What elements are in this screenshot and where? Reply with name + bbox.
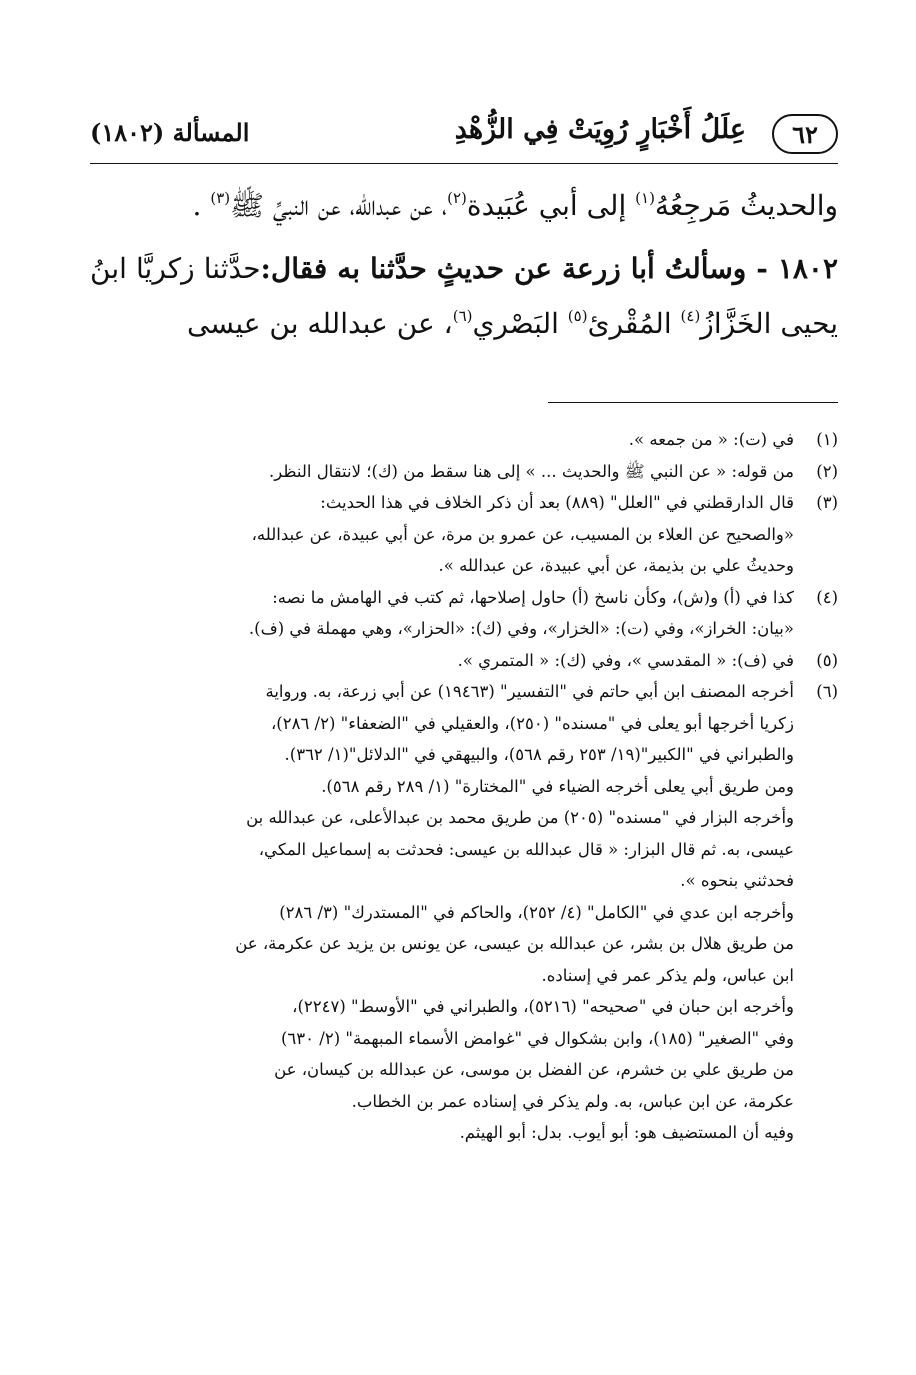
footnote-rule [548, 402, 838, 403]
footnote-line: من طريق هلال بن بشر، عن عبدالله بن عيسى، عن يونس بن يزيد عن عكرمة، عن [235, 934, 794, 953]
text-run: ، عن عبدالله بن عيسى [187, 307, 453, 340]
footnote-line: عيسى، به. ثم قال البزار: « قال عبدالله بن عيسى: فحدثت به إسماعيل المكي، [258, 839, 794, 859]
footnote [90, 456, 838, 488]
main-text [90, 178, 838, 359]
footnote-line: «بيان: الخراز»، وفي (ت): «الخزار»، وفي (ك): «الحزار»، وهي مهملة في (ف). [248, 619, 794, 638]
issue-lead: ١٨٠٢ - وسألتُ أبا زرعة عن حديثٍ حدَّثنا به فقال: [260, 252, 838, 285]
footnote-line: وحديثُ علي بن بذيمة، عن أبي عبيدة، عن عبدالله ». [438, 556, 794, 575]
footnote-number: (٤) [816, 587, 838, 607]
text-run: البَصْري [472, 307, 568, 340]
footnote [90, 424, 838, 456]
header-rule [90, 163, 838, 164]
text-run: إلى أبي عُبَيدة [466, 189, 636, 222]
footnote-line: عكرمة، عن ابن عباس، به. ولم يذكر في إسناده عمر بن الخطاب. [351, 1091, 794, 1111]
footnote-ref: (٢) [447, 189, 467, 207]
footnote-number: (٥) [816, 650, 838, 670]
footnote-line: وأخرجه ابن حبان في "صحيحه" (٥٢١٦)، والطبراني في "الأوسط" (٢٢٤٧)، [292, 997, 794, 1016]
footnote [90, 645, 838, 677]
page-number: ٦٢ [792, 119, 818, 149]
text-run: حدَّثنا زكريَّا ابنُ يحيى الخَزَّازُ [90, 252, 838, 340]
footnote-line: ابن عباس، ولم يذكر عمر في إسناده. [541, 965, 794, 985]
footnote-line: وفي "الصغير" (١٨٥)، وابن بشكوال في "غوامض الأسماء المبهمة" (٢/ ٦٣٠) [280, 1028, 794, 1048]
footnotes [90, 424, 838, 1149]
footnote-ref: (٤) [680, 307, 701, 325]
footnote-ref: (١) [635, 189, 655, 207]
footnote [90, 487, 838, 582]
footnote-line: كذا في (أ) و(ش)، وكأن ناسخ (أ) حاول إصلاحها، ثم كتب في الهامش ما نصه: [272, 587, 794, 607]
footnote-line: وفيه أن المستضيف هو: أبو أيوب. بدل: أبو الهيثم. [459, 1123, 794, 1142]
footnote [90, 582, 838, 645]
paragraph-2 [90, 241, 838, 351]
footnote-number: (٢) [816, 461, 838, 481]
footnote-line: زكريا أخرجها أبو يعلى في "مسنده" (٢٥٠)، والعقيلي في "الضعفاء" (٢/ ٢٨٦)، [270, 713, 794, 733]
footnote-ref: (٣) [210, 189, 231, 207]
footnote-number: (٦) [816, 682, 838, 701]
footnote-ref: (٥) [567, 307, 588, 325]
footnote-line: أخرجه المصنف ابن أبي حاتم في "التفسير" (١٩٤٦٣) عن أبي زرعة، به. ورواية [265, 682, 794, 701]
footnote-line: فحدثني بنحوه ». [680, 871, 794, 890]
footnote-number: (١) [816, 430, 838, 449]
footnote-line: في (ت): « من جمعه ». [628, 430, 794, 449]
page-header [90, 112, 838, 158]
footnote [90, 676, 838, 1149]
issue-label: المسألة (١٨٠٢) [90, 118, 250, 147]
text-run: ، عن عبدالله، عن النبيِّ ﷺ [230, 189, 448, 222]
footnote-line: «والصحيح عن العلاء بن المسيب، عن عمرو بن مرة، عن أبي عبيدة، عن عبدالله، [251, 524, 794, 544]
footnote-number: (٣) [816, 493, 838, 512]
text-run: المُقْرئ [587, 307, 681, 340]
text-run: . [192, 189, 211, 222]
text-run: والحديثُ مَرجِعُهُ [654, 189, 838, 222]
paragraph-1 [90, 178, 838, 233]
page-number-badge [772, 114, 838, 154]
footnote-line: قال الدارقطني في "العلل" (٨٨٩) بعد أن ذكر الخلاف في هذا الحديث: [320, 493, 794, 512]
book-title: عِلَلُ أَخْبَارٍ رُوِيَتْ فِي الزُّهْدِ [454, 114, 746, 145]
footnote-ref: (٦) [452, 307, 473, 325]
footnote-line: ومن طريق أبي يعلى أخرجه الضياء في "المختارة" (١/ ٢٨٩ رقم ٥٦٨). [321, 776, 794, 796]
footnote-line: من طريق علي بن خشرم، عن الفضل بن موسى، عن عبدالله بن كيسان، عن [274, 1060, 794, 1079]
footnote-line: في (ف): « المقدسي »، وفي (ك): « المتمري ». [457, 650, 794, 670]
footnote-line: والطبراني في "الكبير"(١٩/ ٢٥٣ رقم ٥٦٨)، والبيهقي في "الدلائل"(١/ ٣٦٢). [284, 745, 794, 764]
footnote-line: وأخرجه ابن عدي في "الكامل" (٤/ ٢٥٢)، والحاكم في "المستدرك" (٣/ ٢٨٦) [279, 902, 794, 922]
footnote-line: من قوله: « عن النبي ﷺ والحديث ... » إلى هنا سقط من (ك)؛ لانتقال النظر. [268, 461, 794, 481]
footnote-line: وأخرجه البزار في "مسنده" (٢٠٥) من طريق محمد بن عبدالأعلى، عن عبدالله بن [246, 808, 794, 827]
